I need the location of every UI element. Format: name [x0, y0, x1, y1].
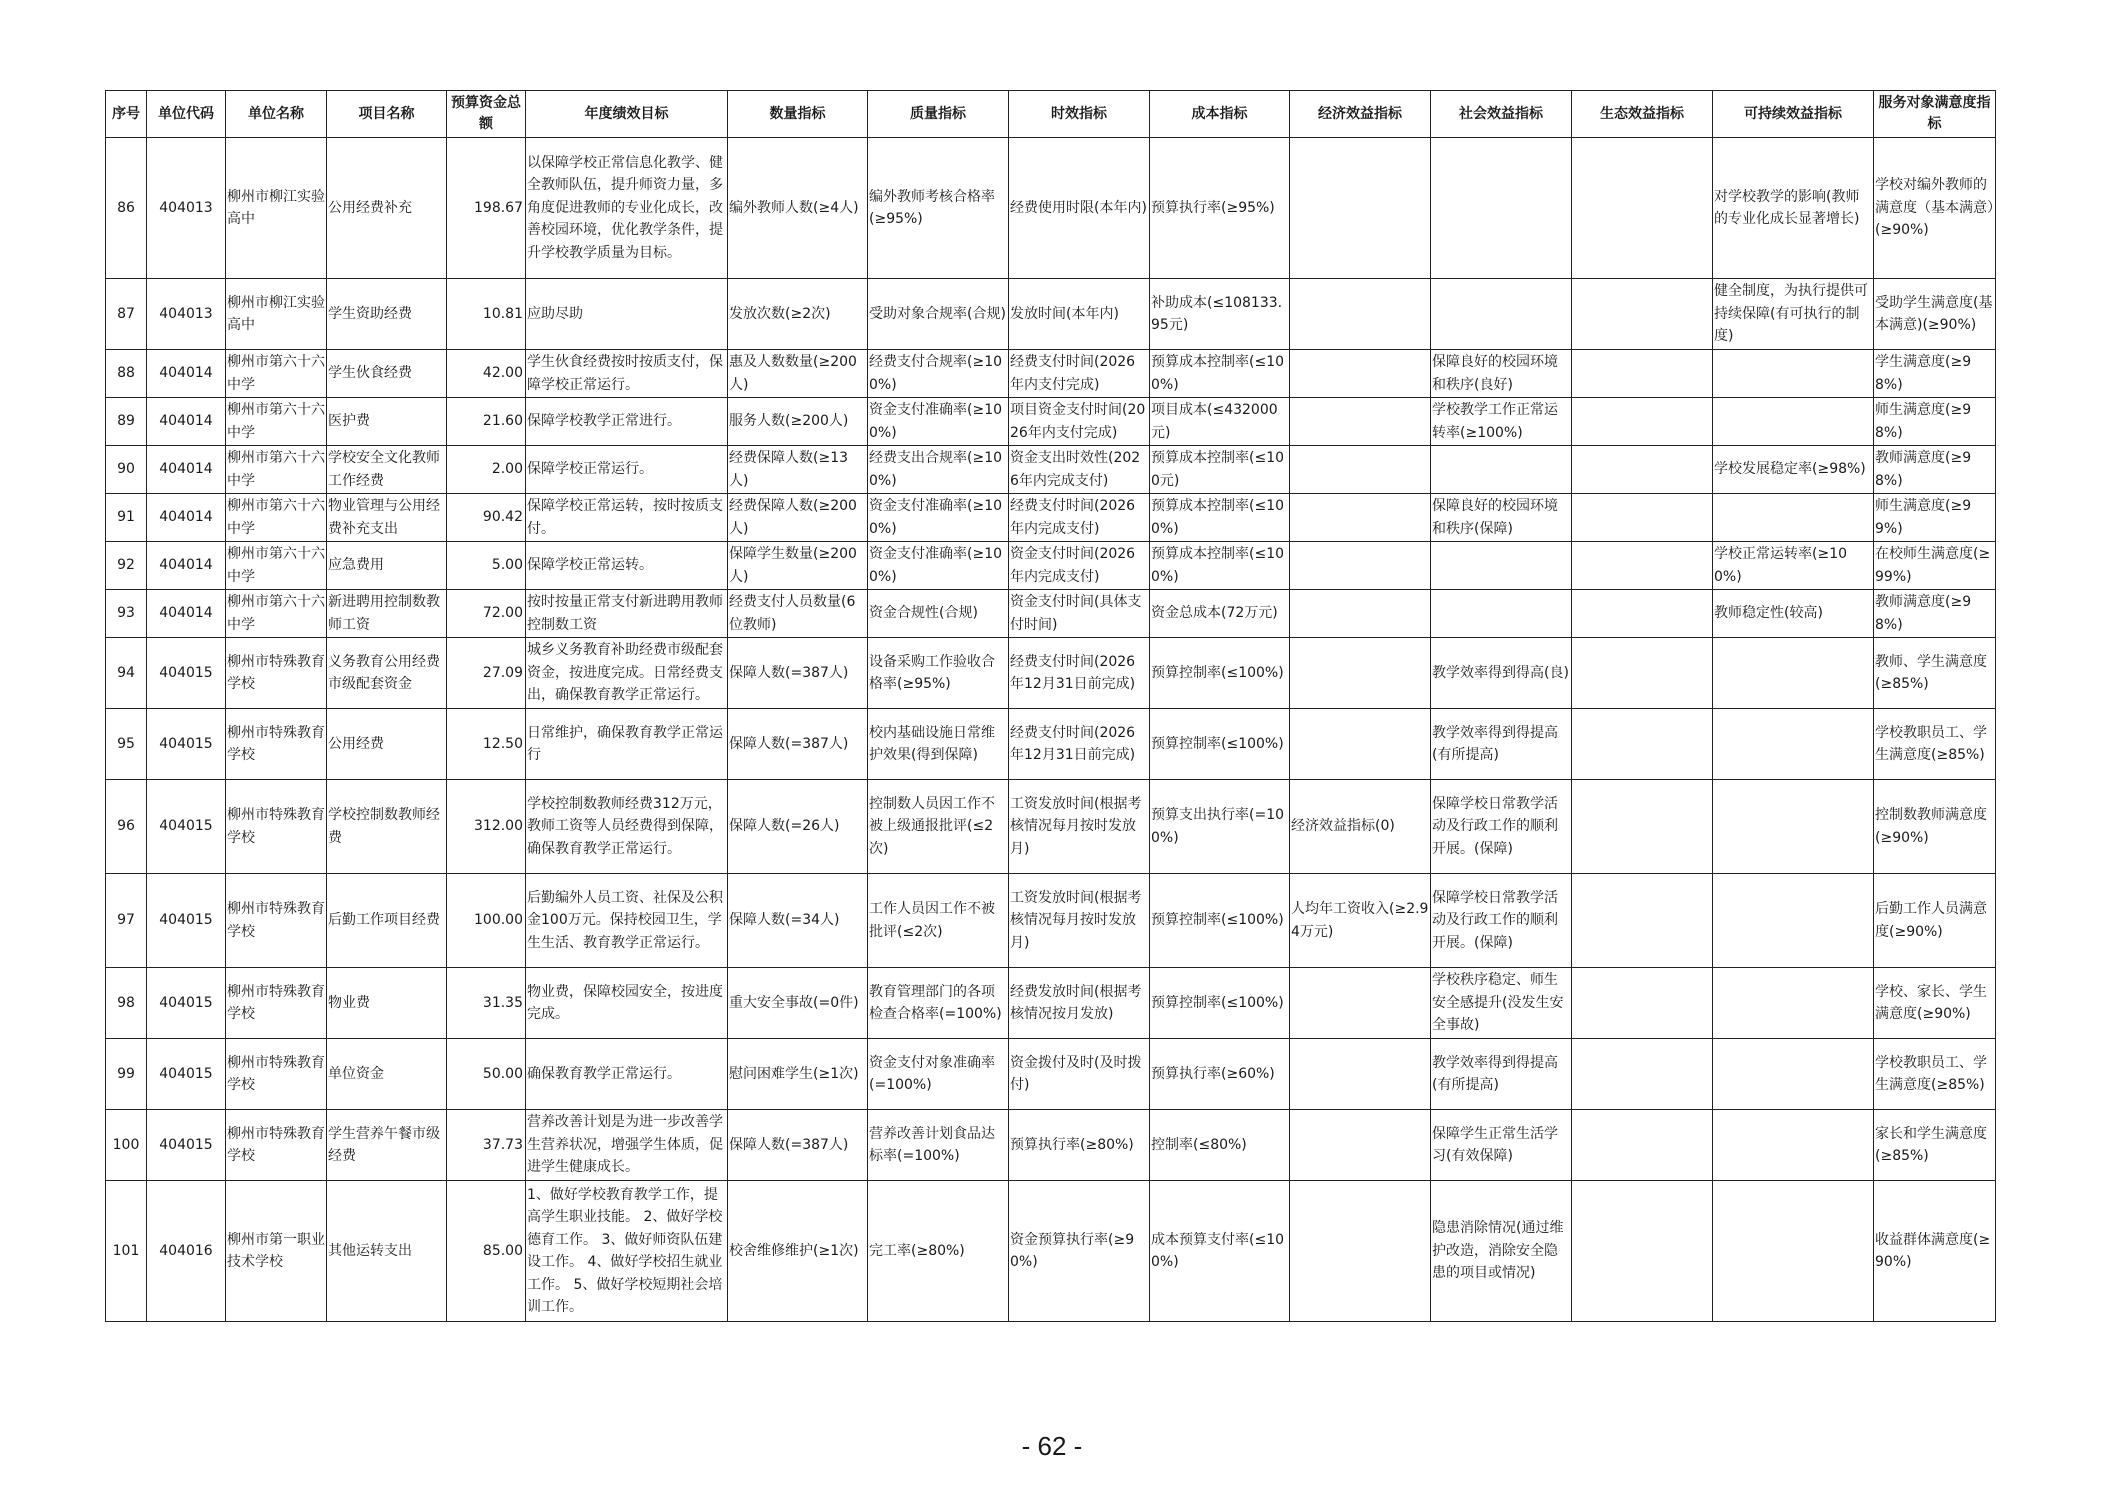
- cell-seq-no: 99: [106, 1039, 147, 1110]
- cell-project-name: 学校安全文化教师工作经费: [327, 446, 447, 494]
- cell-project-name: 学生营养午餐市级经费: [327, 1110, 447, 1181]
- cell-unit-code: 404014: [147, 398, 226, 446]
- cell-ecological-benefit: [1572, 709, 1713, 780]
- header-timeliness-indicator: 时效指标: [1009, 91, 1150, 138]
- cell-project-name: 后勤工作项目经费: [327, 874, 447, 968]
- table-row: [106, 446, 1996, 494]
- cell-annual-goal: 按时按量正常支付新进聘用教师控制数工资: [526, 590, 728, 638]
- cell-project-name: 应急费用: [327, 542, 447, 590]
- cell-unit-code: 404015: [147, 874, 226, 968]
- cell-satisfaction-indicator: 学校教职员工、学生满意度(≥85%): [1874, 1039, 1996, 1110]
- cell-unit-code: 404014: [147, 350, 226, 398]
- cell-quality-indicator: 受助对象合规率(合规): [868, 279, 1009, 350]
- cell-economic-benefit: [1290, 1181, 1431, 1322]
- table-row: [106, 542, 1996, 590]
- cell-social-benefit: 保障学生正常生活学习(有效保障): [1431, 1110, 1572, 1181]
- cell-unit-name: 柳州市特殊教育学校: [226, 1039, 327, 1110]
- cell-economic-benefit: [1290, 350, 1431, 398]
- cell-economic-benefit: [1290, 398, 1431, 446]
- cell-cost-indicator: 预算控制率(≤100%): [1150, 638, 1290, 709]
- cell-satisfaction-indicator: 后勤工作人员满意度(≥90%): [1874, 874, 1996, 968]
- cell-seq-no: 87: [106, 279, 147, 350]
- cell-economic-benefit: [1290, 709, 1431, 780]
- cell-budget-total: 90.42: [447, 494, 526, 542]
- cell-unit-code: 404016: [147, 1181, 226, 1322]
- cell-budget-total: 21.60: [447, 398, 526, 446]
- cell-quality-indicator: 资金支付准确率(≥100%): [868, 398, 1009, 446]
- cell-ecological-benefit: [1572, 1181, 1713, 1322]
- cell-quality-indicator: 编外教师考核合格率(≥95%): [868, 138, 1009, 279]
- cell-economic-benefit: [1290, 542, 1431, 590]
- table-row: [106, 494, 1996, 542]
- cell-economic-benefit: [1290, 590, 1431, 638]
- table-row: [106, 398, 1996, 446]
- cell-project-name: 物业费: [327, 968, 447, 1039]
- cell-seq-no: 89: [106, 398, 147, 446]
- table-row: [106, 279, 1996, 350]
- cell-unit-name: 柳州市特殊教育学校: [226, 709, 327, 780]
- cell-project-name: 单位资金: [327, 1039, 447, 1110]
- cell-satisfaction-indicator: 教师、学生满意度(≥85%): [1874, 638, 1996, 709]
- cell-project-name: 义务教育公用经费市级配套资金: [327, 638, 447, 709]
- cell-budget-total: 37.73: [447, 1110, 526, 1181]
- cell-cost-indicator: 预算成本控制率(≤100%): [1150, 542, 1290, 590]
- cell-annual-goal: 学生伙食经费按时按质支付，保障学校正常运行。: [526, 350, 728, 398]
- cell-annual-goal: 学校控制数教师经费312万元，教师工资等人员经费得到保障，确保教育教学正常运行。: [526, 780, 728, 874]
- cell-timeliness-indicator: 资金拨付及时(及时拨付): [1009, 1039, 1150, 1110]
- cell-economic-benefit: [1290, 638, 1431, 709]
- cell-sustainable-benefit: [1713, 874, 1874, 968]
- cell-social-benefit: [1431, 446, 1572, 494]
- cell-annual-goal: 保障学校正常运行。: [526, 446, 728, 494]
- cell-annual-goal: 保障学校正常运转。: [526, 542, 728, 590]
- cell-unit-code: 404013: [147, 138, 226, 279]
- cell-quantity-indicator: 保障人数(=26人): [728, 780, 868, 874]
- cell-annual-goal: 应助尽助: [526, 279, 728, 350]
- cell-unit-code: 404014: [147, 542, 226, 590]
- header-unit-name: 单位名称: [226, 91, 327, 138]
- cell-annual-goal: 保障学校正常运转，按时按质支付。: [526, 494, 728, 542]
- cell-economic-benefit: [1290, 494, 1431, 542]
- cell-unit-code: 404013: [147, 279, 226, 350]
- cell-sustainable-benefit: 学校发展稳定率(≥98%): [1713, 446, 1874, 494]
- cell-unit-name: 柳州市特殊教育学校: [226, 874, 327, 968]
- cell-ecological-benefit: [1572, 638, 1713, 709]
- cell-quantity-indicator: 编外教师人数(≥4人): [728, 138, 868, 279]
- cell-sustainable-benefit: 对学校教学的影响(教师的专业化成长显著增长): [1713, 138, 1874, 279]
- header-economic-benefit: 经济效益指标: [1290, 91, 1431, 138]
- cell-sustainable-benefit: [1713, 780, 1874, 874]
- cell-seq-no: 96: [106, 780, 147, 874]
- cell-economic-benefit: [1290, 968, 1431, 1039]
- cell-economic-benefit: [1290, 1110, 1431, 1181]
- cell-unit-name: 柳州市第一职业技术学校: [226, 1181, 327, 1322]
- table-row: [106, 709, 1996, 780]
- cell-timeliness-indicator: 工资发放时间(根据考核情况每月按时发放月): [1009, 874, 1150, 968]
- cell-social-benefit: 隐患消除情况(通过维护改造，消除安全隐患的项目或情况): [1431, 1181, 1572, 1322]
- cell-unit-code: 404015: [147, 709, 226, 780]
- cell-ecological-benefit: [1572, 1110, 1713, 1181]
- cell-budget-total: 10.81: [447, 279, 526, 350]
- cell-quality-indicator: 资金支付准确率(≥100%): [868, 542, 1009, 590]
- cell-quality-indicator: 工作人员因工作不被批评(≤2次): [868, 874, 1009, 968]
- cell-satisfaction-indicator: 师生满意度(≥98%): [1874, 398, 1996, 446]
- cell-unit-name: 柳州市第六十六中学: [226, 446, 327, 494]
- cell-budget-total: 312.00: [447, 780, 526, 874]
- cell-project-name: 公用经费补充: [327, 138, 447, 279]
- table-row: [106, 350, 1996, 398]
- cell-quantity-indicator: 服务人数(≥200人): [728, 398, 868, 446]
- cell-satisfaction-indicator: 学校教职员工、学生满意度(≥85%): [1874, 709, 1996, 780]
- table-row: [106, 1181, 1996, 1322]
- cell-satisfaction-indicator: 受助学生满意度(基本满意)(≥90%): [1874, 279, 1996, 350]
- cell-social-benefit: [1431, 138, 1572, 279]
- cell-ecological-benefit: [1572, 138, 1713, 279]
- cell-social-benefit: [1431, 542, 1572, 590]
- cell-annual-goal: 物业费，保障校园安全，按进度完成。: [526, 968, 728, 1039]
- cell-project-name: 其他运转支出: [327, 1181, 447, 1322]
- cell-quantity-indicator: 慰问困难学生(≥1次): [728, 1039, 868, 1110]
- cell-timeliness-indicator: 经费支付时间(2026年12月31日前完成): [1009, 709, 1150, 780]
- cell-quantity-indicator: 保障人数(=387人): [728, 638, 868, 709]
- cell-cost-indicator: 预算成本控制率(≤100%): [1150, 494, 1290, 542]
- header-social-benefit: 社会效益指标: [1431, 91, 1572, 138]
- page-number: - 62 -: [1021, 1431, 1083, 1461]
- cell-unit-name: 柳州市柳江实验高中: [226, 279, 327, 350]
- cell-seq-no: 98: [106, 968, 147, 1039]
- cell-satisfaction-indicator: 师生满意度(≥99%): [1874, 494, 1996, 542]
- cell-social-benefit: 学校教学工作正常运转率(≥100%): [1431, 398, 1572, 446]
- cell-ecological-benefit: [1572, 874, 1713, 968]
- table-row: [106, 138, 1996, 279]
- cell-project-name: 学生伙食经费: [327, 350, 447, 398]
- cell-annual-goal: 保障学校教学正常进行。: [526, 398, 728, 446]
- cell-cost-indicator: 控制率(≤80%): [1150, 1110, 1290, 1181]
- cell-social-benefit: [1431, 590, 1572, 638]
- cell-timeliness-indicator: 经费支付时间(2026年12月31日前完成): [1009, 638, 1150, 709]
- cell-timeliness-indicator: 工资发放时间(根据考核情况每月按时发放月): [1009, 780, 1150, 874]
- cell-satisfaction-indicator: 学生满意度(≥98%): [1874, 350, 1996, 398]
- cell-quantity-indicator: 校舍维修维护(≥1次): [728, 1181, 868, 1322]
- cell-annual-goal: 1、做好学校教育教学工作，提高学生职业技能。 2、做好学校德育工作。 3、做好师资队伍建设工作。 4、做好学校招生就业工作。 5、做好学校短期社会培训工作。: [526, 1181, 728, 1322]
- cell-cost-indicator: 预算控制率(≤100%): [1150, 968, 1290, 1039]
- cell-ecological-benefit: [1572, 398, 1713, 446]
- cell-sustainable-benefit: [1713, 1181, 1874, 1322]
- cell-sustainable-benefit: 学校正常运转率(≥100%): [1713, 542, 1874, 590]
- cell-annual-goal: 以保障学校正常信息化教学、健全教师队伍，提升师资力量，多角度促进教师的专业化成长，改善校园环境，优化教学条件，提升学校教学质量为目标。: [526, 138, 728, 279]
- header-annual-goal: 年度绩效目标: [526, 91, 728, 138]
- cell-annual-goal: 日常维护，确保教育教学正常运行: [526, 709, 728, 780]
- header-budget-total: 预算资金总额: [447, 91, 526, 138]
- cell-quantity-indicator: 重大安全事故(=0件): [728, 968, 868, 1039]
- cell-quantity-indicator: 保障学生数量(≥200人): [728, 542, 868, 590]
- cell-project-name: 物业管理与公用经费补充支出: [327, 494, 447, 542]
- cell-quantity-indicator: 保障人数(=387人): [728, 1110, 868, 1181]
- cell-project-name: 学校控制数教师经费: [327, 780, 447, 874]
- cell-economic-benefit: 人均年工资收入(≥2.94万元): [1290, 874, 1431, 968]
- cell-unit-code: 404015: [147, 1039, 226, 1110]
- cell-economic-benefit: [1290, 279, 1431, 350]
- table-row: [106, 638, 1996, 709]
- cell-unit-name: 柳州市特殊教育学校: [226, 780, 327, 874]
- cell-seq-no: 101: [106, 1181, 147, 1322]
- cell-budget-total: 198.67: [447, 138, 526, 279]
- cell-project-name: 医护费: [327, 398, 447, 446]
- cell-quality-indicator: 资金支付准确率(≥100%): [868, 494, 1009, 542]
- cell-unit-name: 柳州市特殊教育学校: [226, 968, 327, 1039]
- cell-budget-total: 31.35: [447, 968, 526, 1039]
- cell-budget-total: 27.09: [447, 638, 526, 709]
- cell-cost-indicator: 项目成本(≤432000元): [1150, 398, 1290, 446]
- cell-ecological-benefit: [1572, 590, 1713, 638]
- cell-budget-total: 50.00: [447, 1039, 526, 1110]
- cell-project-name: 学生资助经费: [327, 279, 447, 350]
- cell-timeliness-indicator: 资金支付时间(2026年内完成支付): [1009, 542, 1150, 590]
- cell-sustainable-benefit: [1713, 1110, 1874, 1181]
- cell-economic-benefit: 经济效益指标(0): [1290, 780, 1431, 874]
- cell-unit-name: 柳州市第六十六中学: [226, 350, 327, 398]
- cell-quantity-indicator: 经费支付人员数量(6位教师): [728, 590, 868, 638]
- cell-cost-indicator: 预算支出执行率(=100%): [1150, 780, 1290, 874]
- cell-quality-indicator: 教育管理部门的各项检查合格率(=100%): [868, 968, 1009, 1039]
- cell-quality-indicator: 资金合规性(合规): [868, 590, 1009, 638]
- table-body: [106, 138, 1996, 1322]
- cell-quantity-indicator: 保障人数(=34人): [728, 874, 868, 968]
- table-row: [106, 1039, 1996, 1110]
- cell-unit-code: 404015: [147, 780, 226, 874]
- cell-budget-total: 5.00: [447, 542, 526, 590]
- cell-social-benefit: 保障学校日常教学活动及行政工作的顺利开展。(保障): [1431, 874, 1572, 968]
- cell-annual-goal: 营养改善计划是为进一步改善学生营养状况，增强学生体质，促进学生健康成长。: [526, 1110, 728, 1181]
- cell-quality-indicator: 完工率(≥80%): [868, 1181, 1009, 1322]
- cell-budget-total: 12.50: [447, 709, 526, 780]
- header-quality-indicator: 质量指标: [868, 91, 1009, 138]
- cell-unit-code: 404015: [147, 968, 226, 1039]
- header-cost-indicator: 成本指标: [1150, 91, 1290, 138]
- cell-unit-code: 404014: [147, 446, 226, 494]
- cell-sustainable-benefit: [1713, 709, 1874, 780]
- cell-ecological-benefit: [1572, 494, 1713, 542]
- cell-quantity-indicator: 经费保障人数(≥200人): [728, 494, 868, 542]
- performance-table: [105, 90, 1996, 1322]
- cell-cost-indicator: 补助成本(≤108133.95元): [1150, 279, 1290, 350]
- cell-unit-code: 404014: [147, 494, 226, 542]
- cell-unit-code: 404015: [147, 638, 226, 709]
- cell-budget-total: 100.00: [447, 874, 526, 968]
- cell-unit-name: 柳州市第六十六中学: [226, 590, 327, 638]
- cell-cost-indicator: 预算执行率(≥60%): [1150, 1039, 1290, 1110]
- cell-satisfaction-indicator: 教师满意度(≥98%): [1874, 590, 1996, 638]
- cell-timeliness-indicator: 资金预算执行率(≥90%): [1009, 1181, 1150, 1322]
- cell-economic-benefit: [1290, 1039, 1431, 1110]
- table-row: [106, 590, 1996, 638]
- cell-satisfaction-indicator: 家长和学生满意度(≥85%): [1874, 1110, 1996, 1181]
- cell-seq-no: 92: [106, 542, 147, 590]
- cell-sustainable-benefit: [1713, 968, 1874, 1039]
- cell-social-benefit: [1431, 279, 1572, 350]
- cell-quality-indicator: 经费支出合规率(≥100%): [868, 446, 1009, 494]
- cell-quantity-indicator: 保障人数(=387人): [728, 709, 868, 780]
- table-row: [106, 1110, 1996, 1181]
- cell-ecological-benefit: [1572, 446, 1713, 494]
- cell-quantity-indicator: 经费保障人数(≥13人): [728, 446, 868, 494]
- cell-seq-no: 86: [106, 138, 147, 279]
- cell-economic-benefit: [1290, 446, 1431, 494]
- cell-seq-no: 97: [106, 874, 147, 968]
- cell-timeliness-indicator: 发放时间(本年内): [1009, 279, 1150, 350]
- cell-timeliness-indicator: 经费支付时间(2026年内完成支付): [1009, 494, 1150, 542]
- cell-unit-name: 柳州市特殊教育学校: [226, 1110, 327, 1181]
- cell-seq-no: 88: [106, 350, 147, 398]
- cell-unit-name: 柳州市柳江实验高中: [226, 138, 327, 279]
- cell-cost-indicator: 预算成本控制率(≤100%): [1150, 350, 1290, 398]
- cell-sustainable-benefit: 教师稳定性(较高): [1713, 590, 1874, 638]
- cell-unit-code: 404015: [147, 1110, 226, 1181]
- cell-budget-total: 72.00: [447, 590, 526, 638]
- cell-unit-name: 柳州市特殊教育学校: [226, 638, 327, 709]
- cell-timeliness-indicator: 经费使用时限(本年内): [1009, 138, 1150, 279]
- cell-satisfaction-indicator: 学校对编外教师的满意度（基本满意）(≥90%): [1874, 138, 1996, 279]
- cell-quality-indicator: 经费支付合规率(≥100%): [868, 350, 1009, 398]
- cell-timeliness-indicator: 资金支付时间(具体支付时间): [1009, 590, 1150, 638]
- cell-social-benefit: 学校秩序稳定、师生安全感提升(没发生安全事故): [1431, 968, 1572, 1039]
- cell-social-benefit: 教学效率得到得提高(有所提高): [1431, 709, 1572, 780]
- cell-social-benefit: 保障良好的校园环境和秩序(良好): [1431, 350, 1572, 398]
- cell-satisfaction-indicator: 学校、家长、学生满意度(≥90%): [1874, 968, 1996, 1039]
- cell-seq-no: 100: [106, 1110, 147, 1181]
- cell-ecological-benefit: [1572, 968, 1713, 1039]
- cell-unit-code: 404014: [147, 590, 226, 638]
- header-seq-no: 序号: [106, 91, 147, 138]
- cell-cost-indicator: 资金总成本(72万元): [1150, 590, 1290, 638]
- table-header-row: [106, 91, 1996, 138]
- cell-cost-indicator: 预算成本控制率(≤100元): [1150, 446, 1290, 494]
- cell-satisfaction-indicator: 控制数教师满意度(≥90%): [1874, 780, 1996, 874]
- cell-seq-no: 93: [106, 590, 147, 638]
- cell-timeliness-indicator: 资金支出时效性(2026年内完成支付): [1009, 446, 1150, 494]
- cell-social-benefit: 保障学校日常教学活动及行政工作的顺利开展。(保障): [1431, 780, 1572, 874]
- cell-timeliness-indicator: 项目资金支付时间(2026年内支付完成): [1009, 398, 1150, 446]
- cell-timeliness-indicator: 预算执行率(≥80%): [1009, 1110, 1150, 1181]
- cell-sustainable-benefit: [1713, 1039, 1874, 1110]
- cell-social-benefit: 教学效率得到得提高(有所提高): [1431, 1039, 1572, 1110]
- cell-project-name: 公用经费: [327, 709, 447, 780]
- cell-unit-name: 柳州市第六十六中学: [226, 494, 327, 542]
- header-unit-code: 单位代码: [147, 91, 226, 138]
- cell-cost-indicator: 预算执行率(≥95%): [1150, 138, 1290, 279]
- cell-budget-total: 42.00: [447, 350, 526, 398]
- cell-annual-goal: 确保教育教学正常运行。: [526, 1039, 728, 1110]
- cell-seq-no: 94: [106, 638, 147, 709]
- table-row: [106, 968, 1996, 1039]
- header-satisfaction-indicator: 服务对象满意度指标: [1874, 91, 1996, 138]
- cell-unit-name: 柳州市第六十六中学: [226, 398, 327, 446]
- cell-cost-indicator: 成本预算支付率(≤100%): [1150, 1181, 1290, 1322]
- cell-economic-benefit: [1290, 138, 1431, 279]
- header-project-name: 项目名称: [327, 91, 447, 138]
- cell-ecological-benefit: [1572, 542, 1713, 590]
- cell-annual-goal: 后勤编外人员工资、社保及公积金100万元。保持校园卫生，学生生活、教育教学正常运行。: [526, 874, 728, 968]
- cell-seq-no: 91: [106, 494, 147, 542]
- cell-project-name: 新进聘用控制数教师工资: [327, 590, 447, 638]
- header-sustainable-benefit: 可持续效益指标: [1713, 91, 1874, 138]
- cell-cost-indicator: 预算控制率(≤100%): [1150, 874, 1290, 968]
- header-ecological-benefit: 生态效益指标: [1572, 91, 1713, 138]
- cell-social-benefit: 保障良好的校园环境和秩序(保障): [1431, 494, 1572, 542]
- cell-satisfaction-indicator: 收益群体满意度(≥90%): [1874, 1181, 1996, 1322]
- cell-budget-total: 85.00: [447, 1181, 526, 1322]
- table-row: [106, 780, 1996, 874]
- cell-seq-no: 90: [106, 446, 147, 494]
- cell-timeliness-indicator: 经费发放时间(根据考核情况按月发放): [1009, 968, 1150, 1039]
- cell-satisfaction-indicator: 在校师生满意度(≥99%): [1874, 542, 1996, 590]
- cell-ecological-benefit: [1572, 1039, 1713, 1110]
- cell-annual-goal: 城乡义务教育补助经费市级配套资金，按进度完成。日常经费支出，确保教育教学正常运行。: [526, 638, 728, 709]
- cell-unit-name: 柳州市第六十六中学: [226, 542, 327, 590]
- cell-sustainable-benefit: [1713, 638, 1874, 709]
- cell-quantity-indicator: 发放次数(≥2次): [728, 279, 868, 350]
- cell-cost-indicator: 预算控制率(≤100%): [1150, 709, 1290, 780]
- cell-sustainable-benefit: 健全制度，为执行提供可持续保障(有可执行的制度): [1713, 279, 1874, 350]
- cell-quality-indicator: 营养改善计划食品达标率(=100%): [868, 1110, 1009, 1181]
- header-quantity-indicator: 数量指标: [728, 91, 868, 138]
- cell-quantity-indicator: 惠及人数数量(≥200人): [728, 350, 868, 398]
- cell-satisfaction-indicator: 教师满意度(≥98%): [1874, 446, 1996, 494]
- cell-quality-indicator: 资金支付对象准确率(=100%): [868, 1039, 1009, 1110]
- cell-budget-total: 2.00: [447, 446, 526, 494]
- cell-sustainable-benefit: [1713, 350, 1874, 398]
- cell-timeliness-indicator: 经费支付时间(2026年内支付完成): [1009, 350, 1150, 398]
- cell-ecological-benefit: [1572, 350, 1713, 398]
- cell-social-benefit: 教学效率得到得高(良): [1431, 638, 1572, 709]
- cell-sustainable-benefit: [1713, 398, 1874, 446]
- cell-sustainable-benefit: [1713, 494, 1874, 542]
- cell-ecological-benefit: [1572, 780, 1713, 874]
- cell-quality-indicator: 设备采购工作验收合格率(≥95%): [868, 638, 1009, 709]
- cell-ecological-benefit: [1572, 279, 1713, 350]
- table-row: [106, 874, 1996, 968]
- cell-quality-indicator: 校内基础设施日常维护效果(得到保障): [868, 709, 1009, 780]
- cell-seq-no: 95: [106, 709, 147, 780]
- cell-quality-indicator: 控制数人员因工作不被上级通报批评(≤2次): [868, 780, 1009, 874]
